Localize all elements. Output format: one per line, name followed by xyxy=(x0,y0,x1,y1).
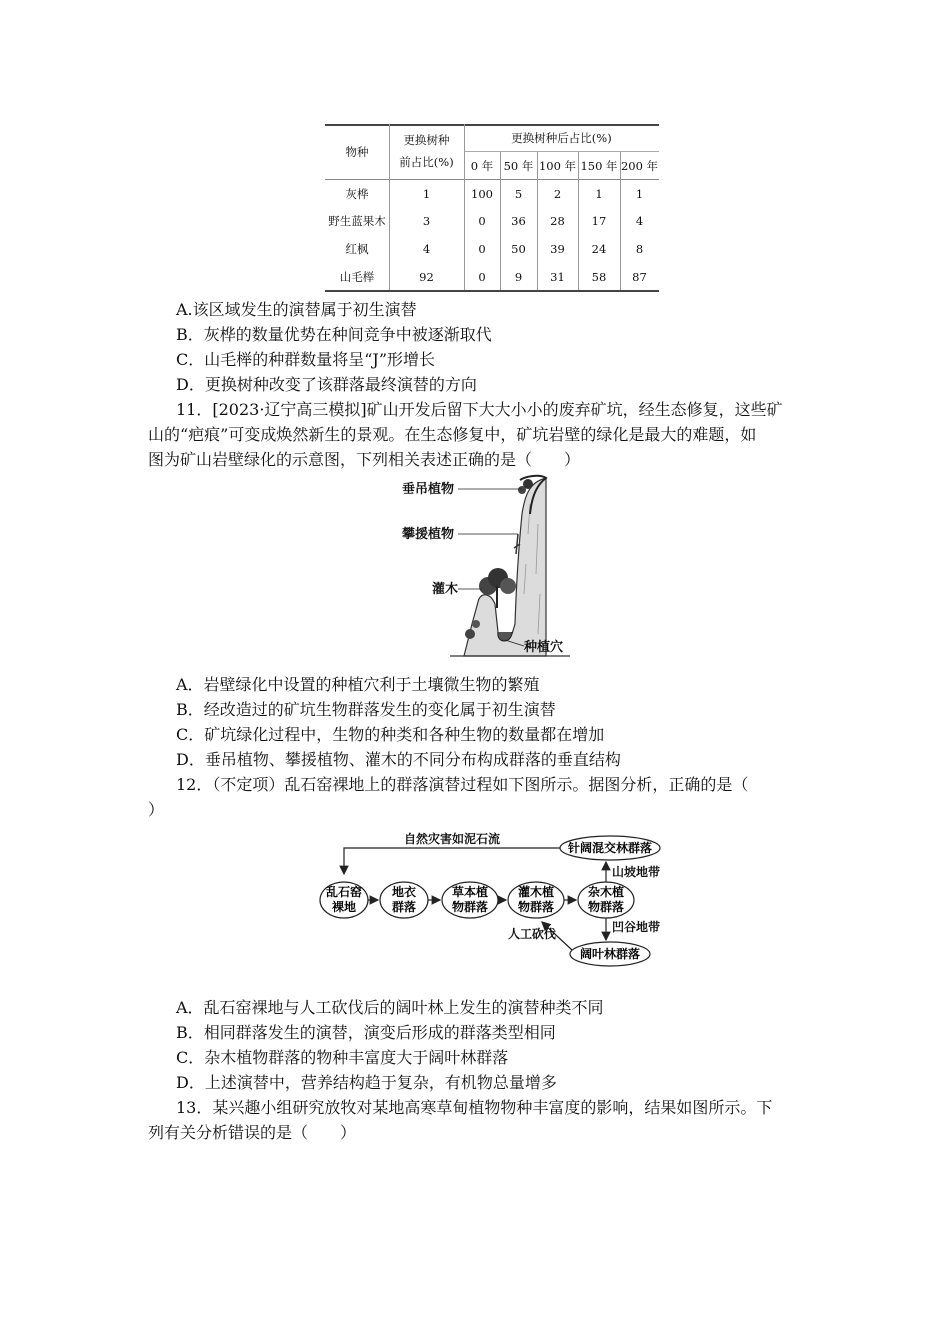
row-before: 4 xyxy=(422,242,431,256)
row-cell: 8 xyxy=(635,242,644,256)
row-cell: 87 xyxy=(632,270,647,284)
row-cell: 0 xyxy=(478,242,486,256)
row-species: 灰桦 xyxy=(345,187,369,201)
q13-stem-line2: 列有关分析错误的是（ ） xyxy=(148,1123,357,1142)
q10-option-d: D．更换树种改变了该群落最终演替的方向 xyxy=(176,375,477,394)
header-year: 0 年 xyxy=(470,159,494,173)
row-cell: 50 xyxy=(511,242,526,256)
q12-stem-line2: ） xyxy=(148,800,165,819)
node-lichen-label-2: 群落 xyxy=(391,900,417,914)
succession-table xyxy=(325,124,659,292)
header-year: 50 年 xyxy=(503,159,534,173)
header-year: 100 年 xyxy=(538,159,577,173)
row-before: 92 xyxy=(419,270,434,284)
header-before-2: 前占比(%) xyxy=(399,155,454,169)
header-after: 更换树种后占比(%) xyxy=(511,131,612,145)
label-pit: 种植穴 xyxy=(524,640,564,655)
row-cell: 28 xyxy=(550,214,565,228)
header-year: 150 年 xyxy=(580,159,618,173)
q11-option-c: C．矿坑绿化过程中，生物的种类和各种生物的数量都在增加 xyxy=(176,725,605,744)
label-hanging: 垂吊植物 xyxy=(402,482,455,497)
natural-disaster-label: 自然灾害如泥石流 xyxy=(403,832,501,846)
row-before: 3 xyxy=(422,214,431,228)
node-bare-land-label-2: 裸地 xyxy=(331,900,357,914)
node-mixed-forest-label: 针阔混交林群落 xyxy=(567,841,653,855)
row-cell: 58 xyxy=(591,270,607,284)
row-cell: 2 xyxy=(553,187,562,201)
node-mixed-tree-label-2: 物群落 xyxy=(587,900,625,914)
q12-option-c: C．杂木植物群落的物种丰富度大于阔叶林群落 xyxy=(176,1048,509,1067)
row-cell: 4 xyxy=(635,214,644,228)
succession-diagram xyxy=(310,830,680,970)
node-broadleaf-forest-label: 阔叶林群落 xyxy=(579,947,641,961)
row-before: 1 xyxy=(422,187,431,201)
row-cell: 31 xyxy=(550,270,565,284)
row-cell: 17 xyxy=(591,214,607,228)
label-shrub: 灌木 xyxy=(432,582,459,597)
node-herb-label-2: 物群落 xyxy=(451,900,489,914)
row-cell: 100 xyxy=(471,187,493,201)
row-cell: 39 xyxy=(550,242,565,256)
logging-label: 人工砍伐 xyxy=(508,927,557,941)
q10-option-a: A.该区域发生的演替属于初生演替 xyxy=(176,300,417,319)
q11-option-b: B．经改造过的矿坑生物群落发生的变化属于初生演替 xyxy=(176,700,556,719)
q12-option-b: B．相同群落发生的演替，演变后形成的群落类型相同 xyxy=(176,1023,556,1042)
node-mixed-tree-label-1: 杂木植 xyxy=(587,885,625,899)
node-lichen-label-1: 地衣 xyxy=(391,885,417,899)
node-bare-land-label-1: 乱石窑 xyxy=(325,885,363,899)
header-before-1: 更换树种 xyxy=(403,133,450,147)
row-cell: 36 xyxy=(511,214,526,228)
row-cell: 9 xyxy=(514,270,523,284)
node-shrub-label-1: 灌木植 xyxy=(517,885,555,899)
q10-option-c: C．山毛榉的种群数量将呈“J”形增长 xyxy=(176,350,436,369)
valley-label: 凹谷地带 xyxy=(612,920,661,934)
header-year: 200 年 xyxy=(620,159,659,173)
q10-option-b: B．灰桦的数量优势在种间竞争中被逐渐取代 xyxy=(176,325,492,344)
row-cell: 5 xyxy=(514,187,523,201)
row-species: 红枫 xyxy=(345,242,369,256)
q12-stem-line1: 12．（不定项）乱石窑裸地上的群落演替过程如下图所示。据图分析，正确的是（ xyxy=(176,775,749,794)
q13-stem-line1: 13．某兴趣小组研究放牧对某地高寒草甸植物物种丰富度的影响，结果如图所示。下 xyxy=(176,1098,773,1117)
row-cell: 1 xyxy=(635,187,644,201)
q12-option-a: A．乱石窑裸地与人工砍伐后的阔叶林上发生的演替种类不同 xyxy=(176,998,604,1017)
q11-option-a: A．岩壁绿化中设置的种植穴利于土壤微生物的繁殖 xyxy=(176,675,540,694)
row-species: 山毛榉 xyxy=(339,270,375,284)
label-climbing: 攀援植物 xyxy=(402,527,455,542)
row-cell: 1 xyxy=(595,187,603,201)
row-cell: 0 xyxy=(478,214,486,228)
q11-stem-line1: 11．[2023·辽宁高三模拟]矿山开发后留下大大小小的废弃矿坑，经生态修复，这些矿 xyxy=(176,400,783,419)
mine-wall-figure xyxy=(400,474,580,660)
q12-option-d: D．上述演替中，营养结构趋于复杂，有机物总量增多 xyxy=(176,1073,557,1092)
q11-stem-line3: 图为矿山岩壁绿化的示意图，下列相关表述正确的是（ ） xyxy=(148,450,581,469)
shrub xyxy=(500,578,516,594)
q11-option-d: D．垂吊植物、攀援植物、灌木的不同分布构成群落的垂直结构 xyxy=(176,750,621,769)
node-shrub-label-2: 物群落 xyxy=(517,900,555,914)
header-species: 物种 xyxy=(345,145,369,159)
q11-stem-line2: 山的“疤痕”可变成焕然新生的景观。在生态修复中，矿坑岩壁的绿化是最大的难题，如 xyxy=(148,425,757,444)
slope-label: 山坡地带 xyxy=(612,865,661,879)
row-cell: 0 xyxy=(478,270,486,284)
row-species: 野生蓝果木 xyxy=(328,214,386,228)
row-cell: 24 xyxy=(591,242,607,256)
node-herb-label-1: 草本植 xyxy=(451,885,489,899)
rock-wall xyxy=(464,478,546,656)
